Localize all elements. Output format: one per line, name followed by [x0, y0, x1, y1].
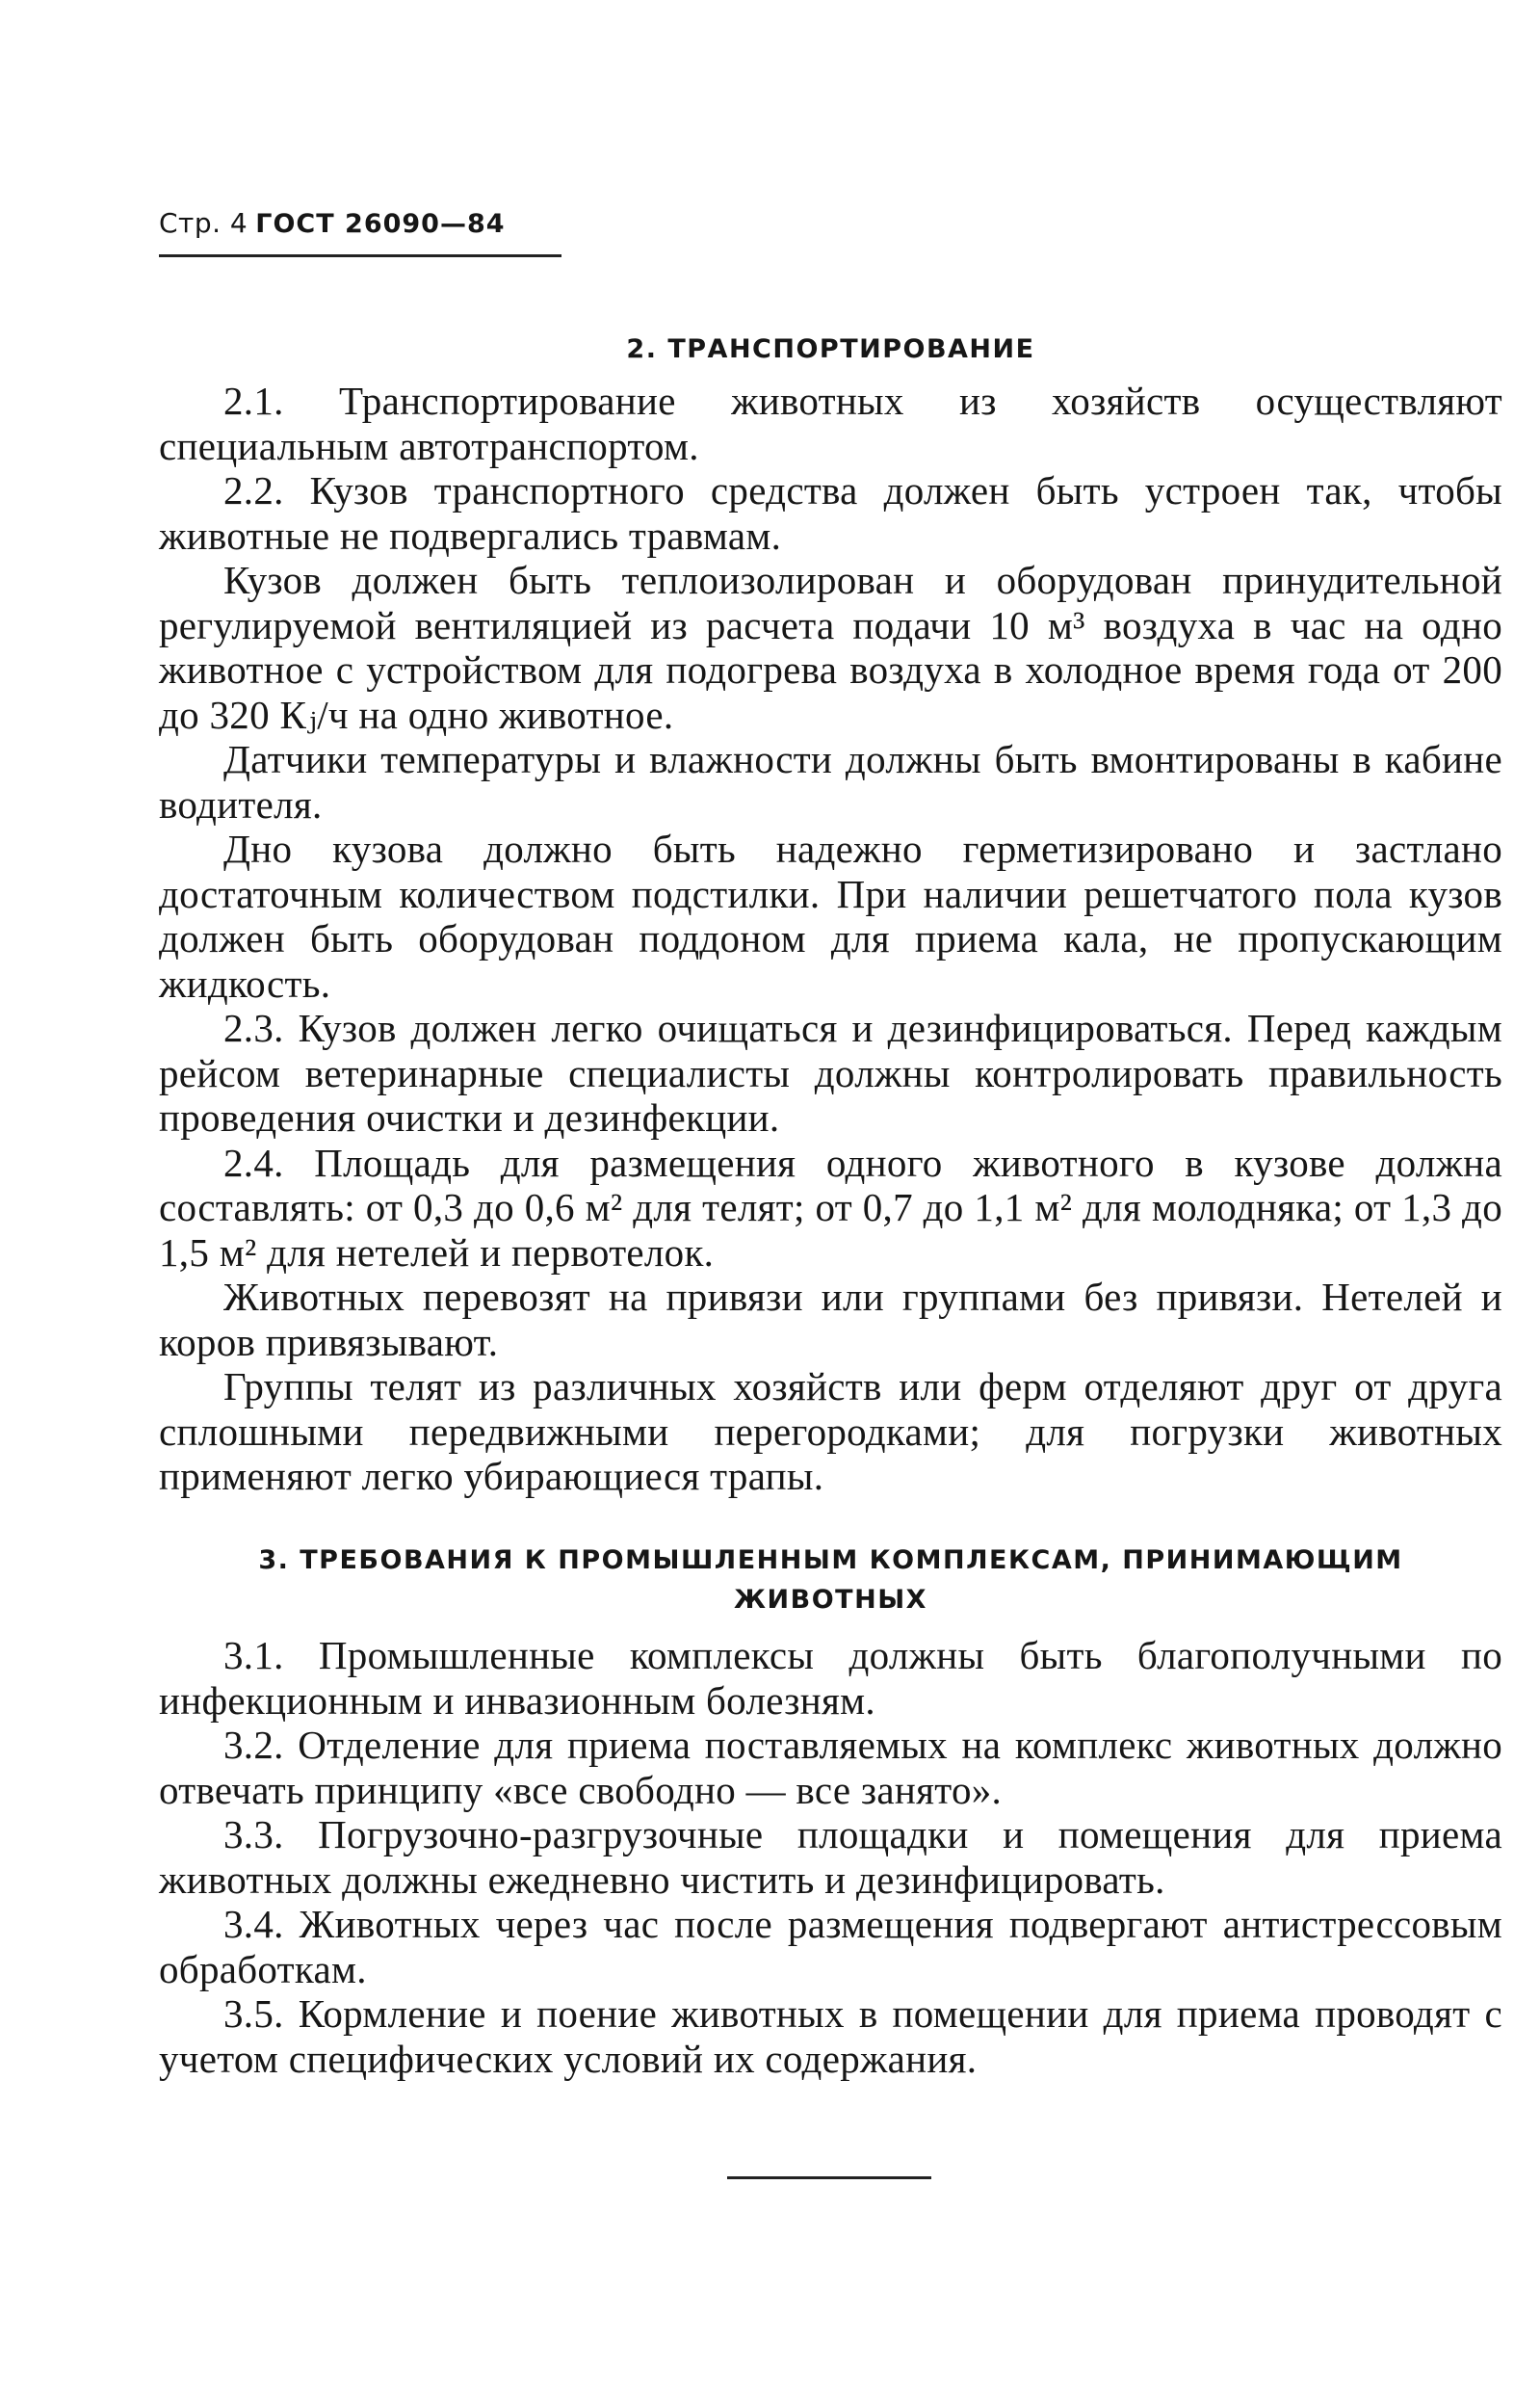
paragraph: Дно кузова должно быть надежно герметизировано и застлано достаточным количеством подстилки. При наличии решетчатого пола кузов должен быть оборудован поддоном для приема кала, не пропускающим жидкость.	[159, 827, 1502, 1006]
paragraph: 3.4. Животных через час после размещения подвергают антистрессовым обработкам.	[159, 1902, 1502, 1991]
paragraph: 3.5. Кормление и поение животных в помещении для приема проводят с учетом специфических условий их содержания.	[159, 1991, 1502, 2081]
paragraph: Группы телят из различных хозяйств или ферм отделяют друг от друга сплошными передвижными перегородками; для погрузки животных применяют легко убирающиеся трапы.	[159, 1364, 1502, 1498]
header-rule	[159, 254, 561, 257]
section-3-heading: 3. ТРЕБОВАНИЯ К ПРОМЫШЛЕННЫМ КОМПЛЕКСАМ, ПРИНИМАЮЩИМ ЖИВОТНЫХ	[258, 1545, 1403, 1616]
page-number: Стр. 4	[159, 207, 248, 239]
paragraph: Животных перевозят на привязи или группами без привязи. Нетелей и коров привязывают.	[159, 1275, 1502, 1364]
paragraph: Кузов должен быть теплоизолирован и оборудован принудительной регулируемой вентиляцией из расчета подачи 10 м³ воздуха в час на одно животное с устройством для подогрева воздуха в холодное время года от 200 до 320 Кⱼ/ч на одно животное.	[159, 558, 1502, 737]
paragraph: 3.1. Промышленные комплексы должны быть благополучными по инфекционным и инвазионным болезням.	[159, 1633, 1502, 1723]
paragraph: 3.2. Отделение для приема поставляемых на комплекс животных должно отвечать принципу «все свободно — все занято».	[159, 1723, 1502, 1812]
paragraph: 2.2. Кузов транспортного средства должен быть устроен так, чтобы животные не подвергались травмам.	[159, 468, 1502, 558]
paragraph: 3.3. Погрузочно-разгрузочные площадки и помещения для приема животных должны ежедневно чистить и дезинфицировать.	[159, 1812, 1502, 1902]
standard-id: ГОСТ 26090—84	[255, 209, 506, 239]
paragraph: 2.3. Кузов должен легко очищаться и дезинфицироваться. Перед каждым рейсом ветеринарные специалисты должны контролировать правильность проведения очистки и дезинфекции.	[159, 1006, 1502, 1140]
section-2-body	[159, 379, 1502, 1499]
page-header	[159, 204, 563, 244]
paragraph: Датчики температуры и влажности должны быть вмонтированы в кабине водителя.	[159, 737, 1502, 827]
section-3-body	[159, 1633, 1502, 2081]
paragraph: 2.1. Транспортирование животных из хозяйств осуществляют специальным автотранспортом.	[159, 379, 1502, 468]
paragraph: 2.4. Площадь для размещения одного животного в кузове должна составлять: от 0,3 до 0,6 м² для телят; от 0,7 до 1,1 м² для молодняка; от 1,3 до 1,5 м² для нетелей и первотелок.	[159, 1140, 1502, 1275]
section-2-heading: 2. ТРАНСПОРТИРОВАНИЕ	[626, 334, 1035, 365]
end-rule	[727, 2176, 931, 2179]
